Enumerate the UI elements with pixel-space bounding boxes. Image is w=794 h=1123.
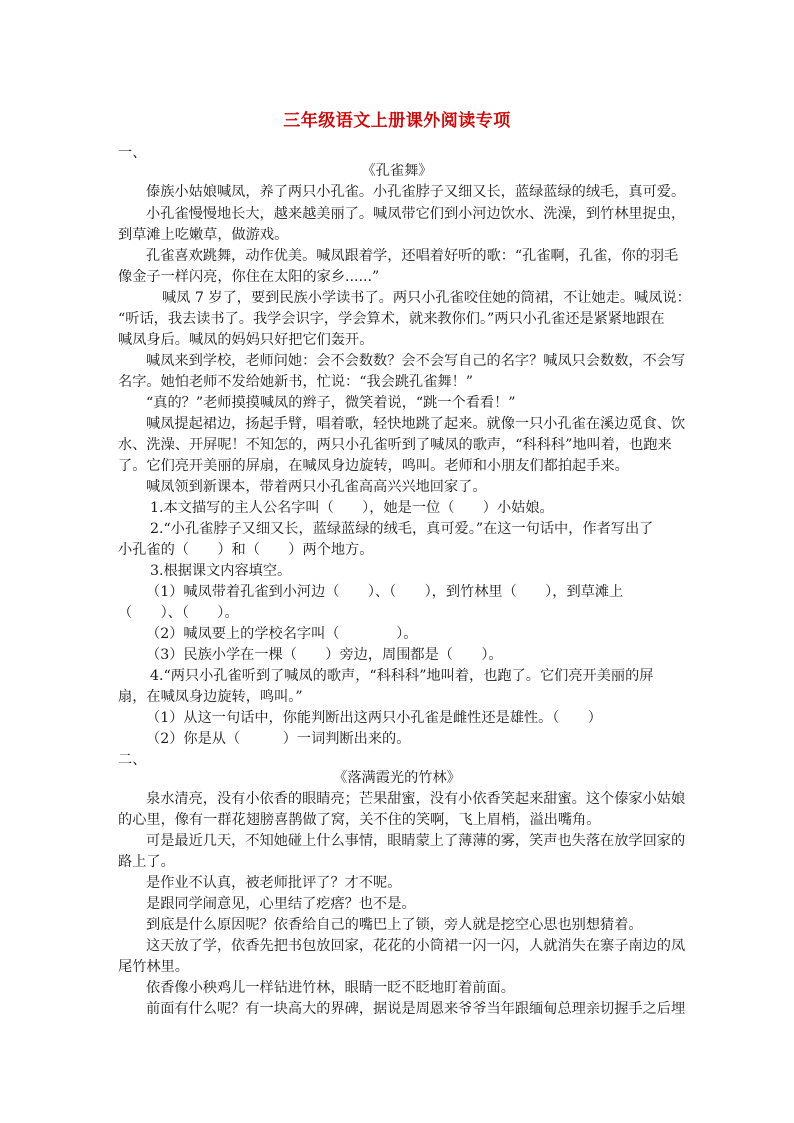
section-2-heading: 《落满霞光的竹林》 [333, 770, 461, 786]
paragraph-line: 孔雀喜欢跳舞，动作优美。喊凤跟着学，还唱着好听的歌：“孔雀啊，孔雀，你的羽毛 [146, 248, 679, 264]
paragraph-line: 是作业不认真，被老师批评了？才不呢。 [146, 875, 402, 891]
paragraph-line: 喊凤领到新课本，带着两只小孔雀高高兴兴地回家了。 [146, 479, 487, 495]
paragraph-line: 泉水清亮，没有小依香的眼睛亮；芒果甜蜜，没有小依香笑起来甜蜜。这个傣家小姑娘 [146, 791, 686, 807]
question-line: （3）民族小学在一棵（ ）旁边，周围都是（ ）。 [146, 647, 503, 663]
question-line: （2）喊凤要上的学校名字叫（ ）。 [146, 626, 418, 642]
section-1-heading: 《孔雀舞》 [361, 163, 433, 179]
paragraph-line: 可是最近几天，不知她碰上什么事情，眼睛蒙上了薄薄的雾，笑声也失落在放学回家的 [146, 833, 686, 849]
paragraph-line: 名字。她怕老师不发给她新书，忙说：“我会跳孔雀舞！” [118, 374, 474, 390]
paragraph-line: 喊凤 7 岁了，要到民族小学读书了。两只小孔雀咬住她的筒裙，不让她走。喊凤说： [162, 290, 691, 306]
question-line: 扇，在喊凤身边旋转，鸣叫。” [118, 689, 303, 705]
paragraph-line: 喊凤来到学校，老师问她：会不会数数？会不会写自己的名字？喊凤只会数数，不会写 [146, 353, 686, 369]
paragraph-line: 到草滩上吃嫩草，做游戏。 [118, 227, 289, 243]
paragraph-line: 水、洗澡、开屏呢！不知怎的，两只小孔雀听到了喊凤的歌声，“科科科”地叫着，也跑来 [118, 437, 672, 453]
paragraph-line: 到底是什么原因呢？依香给自己的嘴巴上了锁，旁人就是挖空心思也别想猜着。 [146, 917, 643, 933]
paragraph-line: 了。它们亮开美丽的屏扇，在喊凤身边旋转，鸣叫。老师和小朋友们都拍起手来。 [118, 458, 629, 474]
question-line: 1.本文描写的主人公名字叫（ ），她是一位（ ）小姑娘。 [150, 500, 554, 516]
paragraph-line: 像金子一样闪亮，你住在太阳的家乡......” [118, 269, 380, 285]
paragraph-line: 傣族小姑娘喊凤，养了两只小孔雀。小孔雀脖子又细又长，蓝绿蓝绿的绒毛，真可爱。 [146, 184, 686, 200]
question-line: （2）你是从（ ）一词判断出来的。 [146, 731, 411, 747]
paragraph-line: 这天放了学，依香先把书包放回家，花花的小筒裙一闪一闪，人就消失在寨子南边的凤 [146, 938, 686, 954]
paragraph-line: 路上了。 [118, 854, 175, 870]
question-line: 2.“小孔雀脖子又细又长，蓝绿蓝绿的绒毛，真可爱。”在这一句话中，作者写出了 [150, 521, 654, 537]
paragraph-line: 依香像小秧鸡儿一样钻进竹林，眼睛一眨不眨地盯着前面。 [146, 980, 515, 996]
question-line: （1）从这一句话中，你能判断出这两只小孔雀是雌性还是雄性。（ ） [146, 710, 602, 726]
question-line: 小孔雀的（ ）和（ ）两个地方。 [118, 542, 374, 558]
paragraph-line: “真的？”老师摸摸喊凤的辫子，微笑着说，“跳一个看看！” [146, 395, 516, 411]
paragraph-line: 是跟同学闹意见，心里结了疙瘩？也不是。 [146, 896, 416, 912]
question-line: 3.根据课文内容填空。 [150, 563, 292, 579]
document-title: 三年级语文上册课外阅读专项 [283, 111, 511, 131]
paragraph-line: 尾竹林里。 [118, 959, 189, 975]
section-1-marker: 一、 [118, 145, 147, 161]
paragraph-line: “听话，我去读书了。我学会识字，学会算术，就来教你们。”两只小孔雀还是紧紧地跟在 [118, 311, 665, 327]
paragraph-line: 前面有什么呢？有一块高大的界碑，据说是周恩来爷爷当年跟缅甸总理亲切握手之后埋 [146, 1001, 686, 1017]
paragraph-line: 喊凤身后。喊凤的妈妈只好把它们轰开。 [118, 332, 374, 348]
question-line: （ ）、（ ）。 [118, 605, 239, 621]
section-2-marker: 二、 [118, 752, 147, 768]
paragraph-line: 的心里，像有一群花翅膀喜鹊做了窝，关不住的笑啊，飞上眉梢，溢出嘴角。 [118, 812, 601, 828]
paragraph-line: 小孔雀慢慢地长大，越来越美丽了。喊凤带它们到小河边饮水、洗澡，到竹林里捉虫， [146, 206, 686, 222]
paragraph-line: 喊凤提起裙边，扬起手臂，唱着歌，轻快地跳了起来。就像一只小孔雀在溪边觅食、饮 [146, 416, 686, 432]
question-line: （1）喊凤带着孔雀到小河边（ ）、（ ），到竹林里（ ），到草滩上 [146, 584, 624, 600]
question-line: 4.“两只小孔雀听到了喊凤的歌声，“科科科”地叫着，也跑了。它们亮开美丽的屏 [150, 668, 654, 684]
